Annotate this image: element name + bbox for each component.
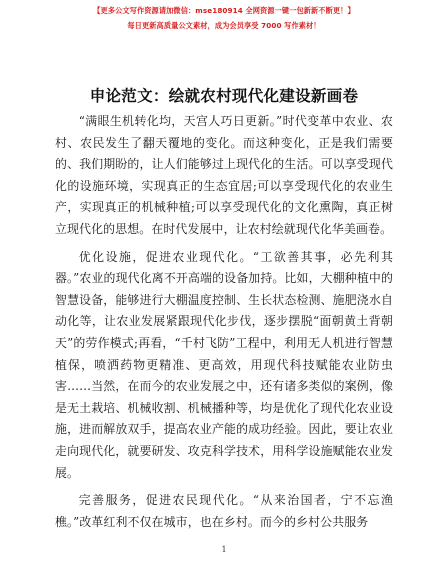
document-title: 申论范文：绘就农村现代化建设新画卷	[89, 87, 359, 105]
document-body	[55, 111, 393, 533]
page-number: 1	[221, 545, 227, 554]
paragraph: 优化设施，促进农业现代化。“工欲善其事，必先利其器。”农业的现代化离不开高端的设备加持。比如，大棚种植中的智慧设备，能够进行大棚温度控制、生长状态检测、施肥浇水自动化等，让农业发展紧跟现代化步伐，逐步摆脱“面朝黄土背朝天”的劳作模式;再看，“千村飞防”工程中，利用无人机进行智慧植保，喷洒药物更精准、更高效，用现代科技赋能农业防虫害……当然，在而今的农业发展之中，还有诸多类似的案例，像是无土栽培、机械收割、机械播种等，均是优化了现代化农业设施，进而解放双手，提高农业产能的成功经验。因此，要让农业走向现代化，就要研发、攻克科学技术，用科学设施赋能农业发展。	[55, 249, 393, 480]
paragraph: “满眼生机转化均，天宫人巧日更新。”时代变革中农业、农村、农民发生了翻天覆地的变化。而这种变化，正是我们需要的、我们期盼的，让人们能够过上现代化的生活。可以享受现代化的设施环境，实现真正的生态宜居;可以享受现代化的农业生产，实现真正的机械种植;可以享受现代化的文化熏陶，真正树立现代化的思想。在时代发展中，让农村绘就现代化华美画卷。	[55, 114, 393, 236]
promo-banner-line-1: 【更多公文写作资源请加微信：mse180914 全网资源一键一包新新不断更！】	[93, 6, 355, 15]
promo-banner	[0, 6, 448, 31]
paragraph: 完善服务，促进农民现代化。“从来治国者，宁不忘渔樵。”改革红利不仅在城市，也在乡村。而今的乡村公共服务	[55, 493, 393, 529]
promo-banner-line-2: 每日更新高质量公文素材，成为会员享受 7000 写作素材！	[127, 21, 321, 30]
